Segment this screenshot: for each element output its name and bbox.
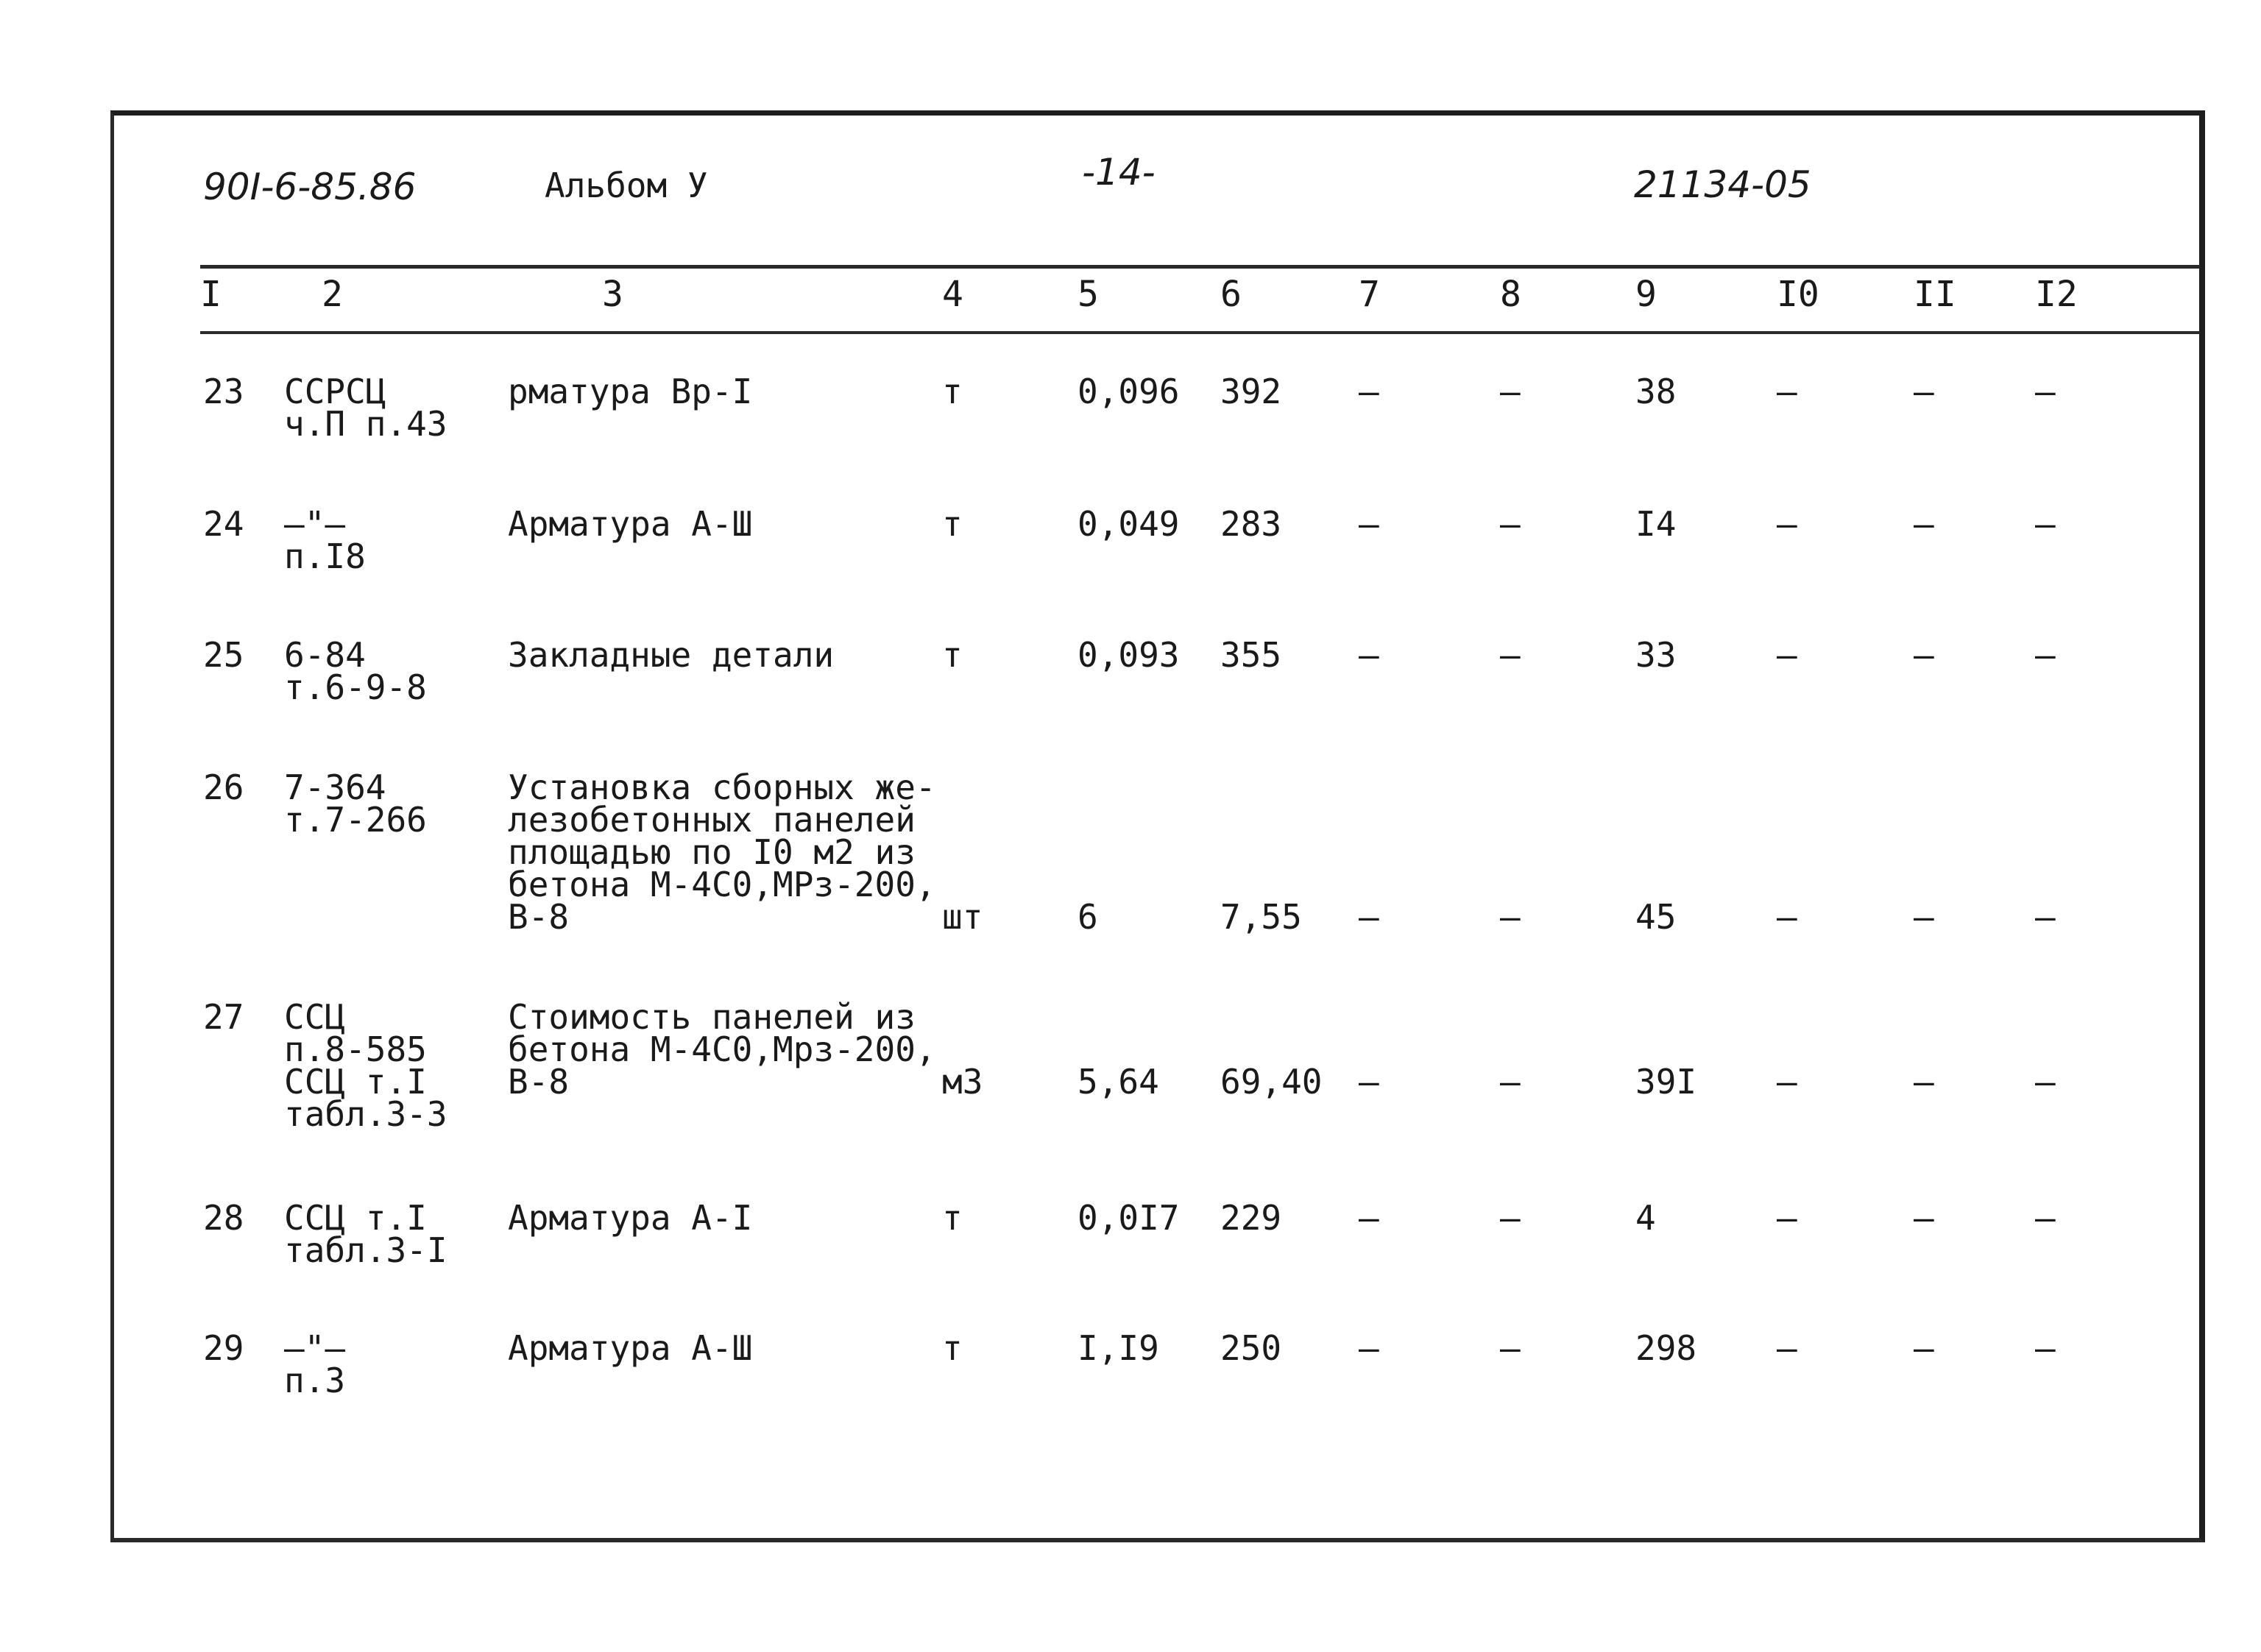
col11-cell: – [1914,635,1934,675]
quantity-cell: 0,049 [1078,504,1180,544]
price-cell: 355 [1220,635,1282,675]
column-header: 6 [1220,274,1242,315]
total-cell: 4 [1635,1198,1656,1238]
item-name-cell-line: Арматура А-Ш [508,1328,753,1368]
col8-cell: – [1500,372,1521,411]
row-number: 23 [203,372,244,411]
reference-cell-line: –"– [284,504,346,544]
reference-cell-line: –"– [284,1328,346,1368]
col7-cell: – [1359,1198,1379,1238]
col11-cell: – [1914,1198,1934,1238]
col10-cell: – [1777,372,1797,411]
item-name-cell-line: В-8 [508,897,570,937]
reference-cell-line: п.3 [284,1361,346,1400]
col7-cell: – [1359,897,1379,937]
item-name-cell [508,635,835,675]
reference-cell [284,1198,447,1270]
price-cell: 250 [1220,1328,1282,1368]
column-header: 8 [1500,274,1521,315]
quantity-cell: 0,096 [1078,372,1180,411]
reference-cell-line: ССРСЦ [284,372,386,411]
row-number: 26 [203,767,244,807]
row-number: 29 [203,1328,244,1368]
item-name-cell-line: В-8 [508,1062,570,1102]
item-name-cell [508,1198,753,1238]
col11-cell: – [1914,897,1934,937]
col10-cell: – [1777,897,1797,937]
unit-cell: т [942,372,963,411]
reference-cell-line: т.6-9-8 [284,667,427,707]
col7-cell: – [1359,1062,1379,1102]
col12-cell: – [2035,1062,2056,1102]
col11-cell: – [1914,372,1934,411]
reference-cell-line: ССЦ т.I [284,1062,427,1102]
col10-cell: – [1777,504,1797,544]
reference-cell [284,504,366,576]
column-header: 5 [1078,274,1099,315]
header-rule-top [200,265,2200,269]
reference-cell-line: т.7-266 [284,800,427,840]
reference-cell [284,372,447,444]
total-cell: I4 [1635,504,1677,544]
item-name-cell-line: Арматура А-I [508,1198,753,1238]
item-name-cell-line: бетона М-4С0,Мрз-200, [508,1029,936,1069]
col12-cell: – [2035,504,2056,544]
col10-cell: – [1777,1198,1797,1238]
reference-cell-line: табл.3-3 [284,1094,447,1134]
total-cell: 39I [1635,1062,1697,1102]
unit-cell: т [942,1328,963,1368]
total-cell: 298 [1635,1328,1697,1368]
reference-cell-line: ССЦ т.I [284,1198,427,1238]
reference-cell-line: 6-84 [284,635,366,675]
col7-cell: – [1359,504,1379,544]
unit-cell: т [942,504,963,544]
quantity-cell: I,I9 [1078,1328,1159,1368]
col8-cell: – [1500,897,1521,937]
col11-cell: – [1914,504,1934,544]
item-name-cell [508,997,936,1102]
price-cell: 69,40 [1220,1062,1323,1102]
col7-cell: – [1359,372,1379,411]
quantity-cell: 5,64 [1078,1062,1159,1102]
header-rule-bottom [200,331,2200,334]
col12-cell: – [2035,372,2056,411]
column-header: I [200,274,222,315]
item-name-cell [508,372,753,411]
item-name-cell-line: лезобетонных панелей [508,800,916,840]
album-label: Альбом У [545,166,708,205]
price-cell: 392 [1220,372,1282,411]
item-name-cell-line: бетона М-4С0,МРз-200, [508,865,936,904]
col12-cell: – [2035,897,2056,937]
reference-cell-line: п.8-585 [284,1029,427,1069]
col10-cell: – [1777,1062,1797,1102]
column-header: I0 [1777,274,1819,315]
unit-cell: шт [942,897,983,937]
col12-cell: – [2035,1328,2056,1368]
row-number: 27 [203,997,244,1037]
price-cell: 283 [1220,504,1282,544]
reference-cell [284,1328,346,1400]
reference-cell-line: 7-364 [284,767,386,807]
unit-cell: м3 [942,1062,983,1102]
item-name-cell-line: площадью по I0 м2 из [508,832,916,872]
quantity-cell: 6 [1078,897,1098,937]
unit-cell: т [942,635,963,675]
item-name-cell-line: Стоимость панелей из [508,997,916,1037]
col8-cell: – [1500,1198,1521,1238]
item-name-cell-line: Установка сборных же- [508,767,936,807]
reference-cell [284,767,427,840]
column-header: 4 [942,274,963,315]
unit-cell: т [942,1198,963,1238]
column-header: 9 [1635,274,1657,315]
item-name-cell-line: Закладные детали [508,635,835,675]
col8-cell: – [1500,1062,1521,1102]
price-cell: 7,55 [1220,897,1302,937]
row-number: 25 [203,635,244,675]
document-code: 90I-6-85.86 [203,166,417,208]
col8-cell: – [1500,635,1521,675]
item-name-cell [508,1328,753,1368]
row-number: 24 [203,504,244,544]
col8-cell: – [1500,504,1521,544]
total-cell: 38 [1635,372,1677,411]
column-header: 7 [1359,274,1380,315]
col10-cell: – [1777,635,1797,675]
reference-cell-line: ССЦ [284,997,346,1037]
column-header: I2 [2035,274,2078,315]
reference-cell [284,635,427,707]
reference-cell-line: ч.П п.43 [284,404,447,444]
item-name-cell-line: рматура Вр-I [508,372,753,411]
reference-cell [284,997,447,1134]
quantity-cell: 0,0I7 [1078,1198,1180,1238]
col12-cell: – [2035,1198,2056,1238]
item-name-cell-line: Арматура А-Ш [508,504,753,544]
col11-cell: – [1914,1062,1934,1102]
col10-cell: – [1777,1328,1797,1368]
col12-cell: – [2035,635,2056,675]
column-header: II [1914,274,1956,315]
col11-cell: – [1914,1328,1934,1368]
quantity-cell: 0,093 [1078,635,1180,675]
col8-cell: – [1500,1328,1521,1368]
page-number: -14- [1082,151,1156,194]
col7-cell: – [1359,1328,1379,1368]
item-name-cell [508,767,936,937]
col7-cell: – [1359,635,1379,675]
reference-cell-line: табл.3-I [284,1230,447,1270]
item-name-cell [508,504,753,544]
column-header: 2 [322,274,343,315]
price-cell: 229 [1220,1198,1282,1238]
total-cell: 45 [1635,897,1677,937]
column-header: 3 [602,274,623,315]
row-number: 28 [203,1198,244,1238]
total-cell: 33 [1635,635,1677,675]
reference-cell-line: п.I8 [284,536,366,576]
document-number: 21134-05 [1634,163,1811,206]
